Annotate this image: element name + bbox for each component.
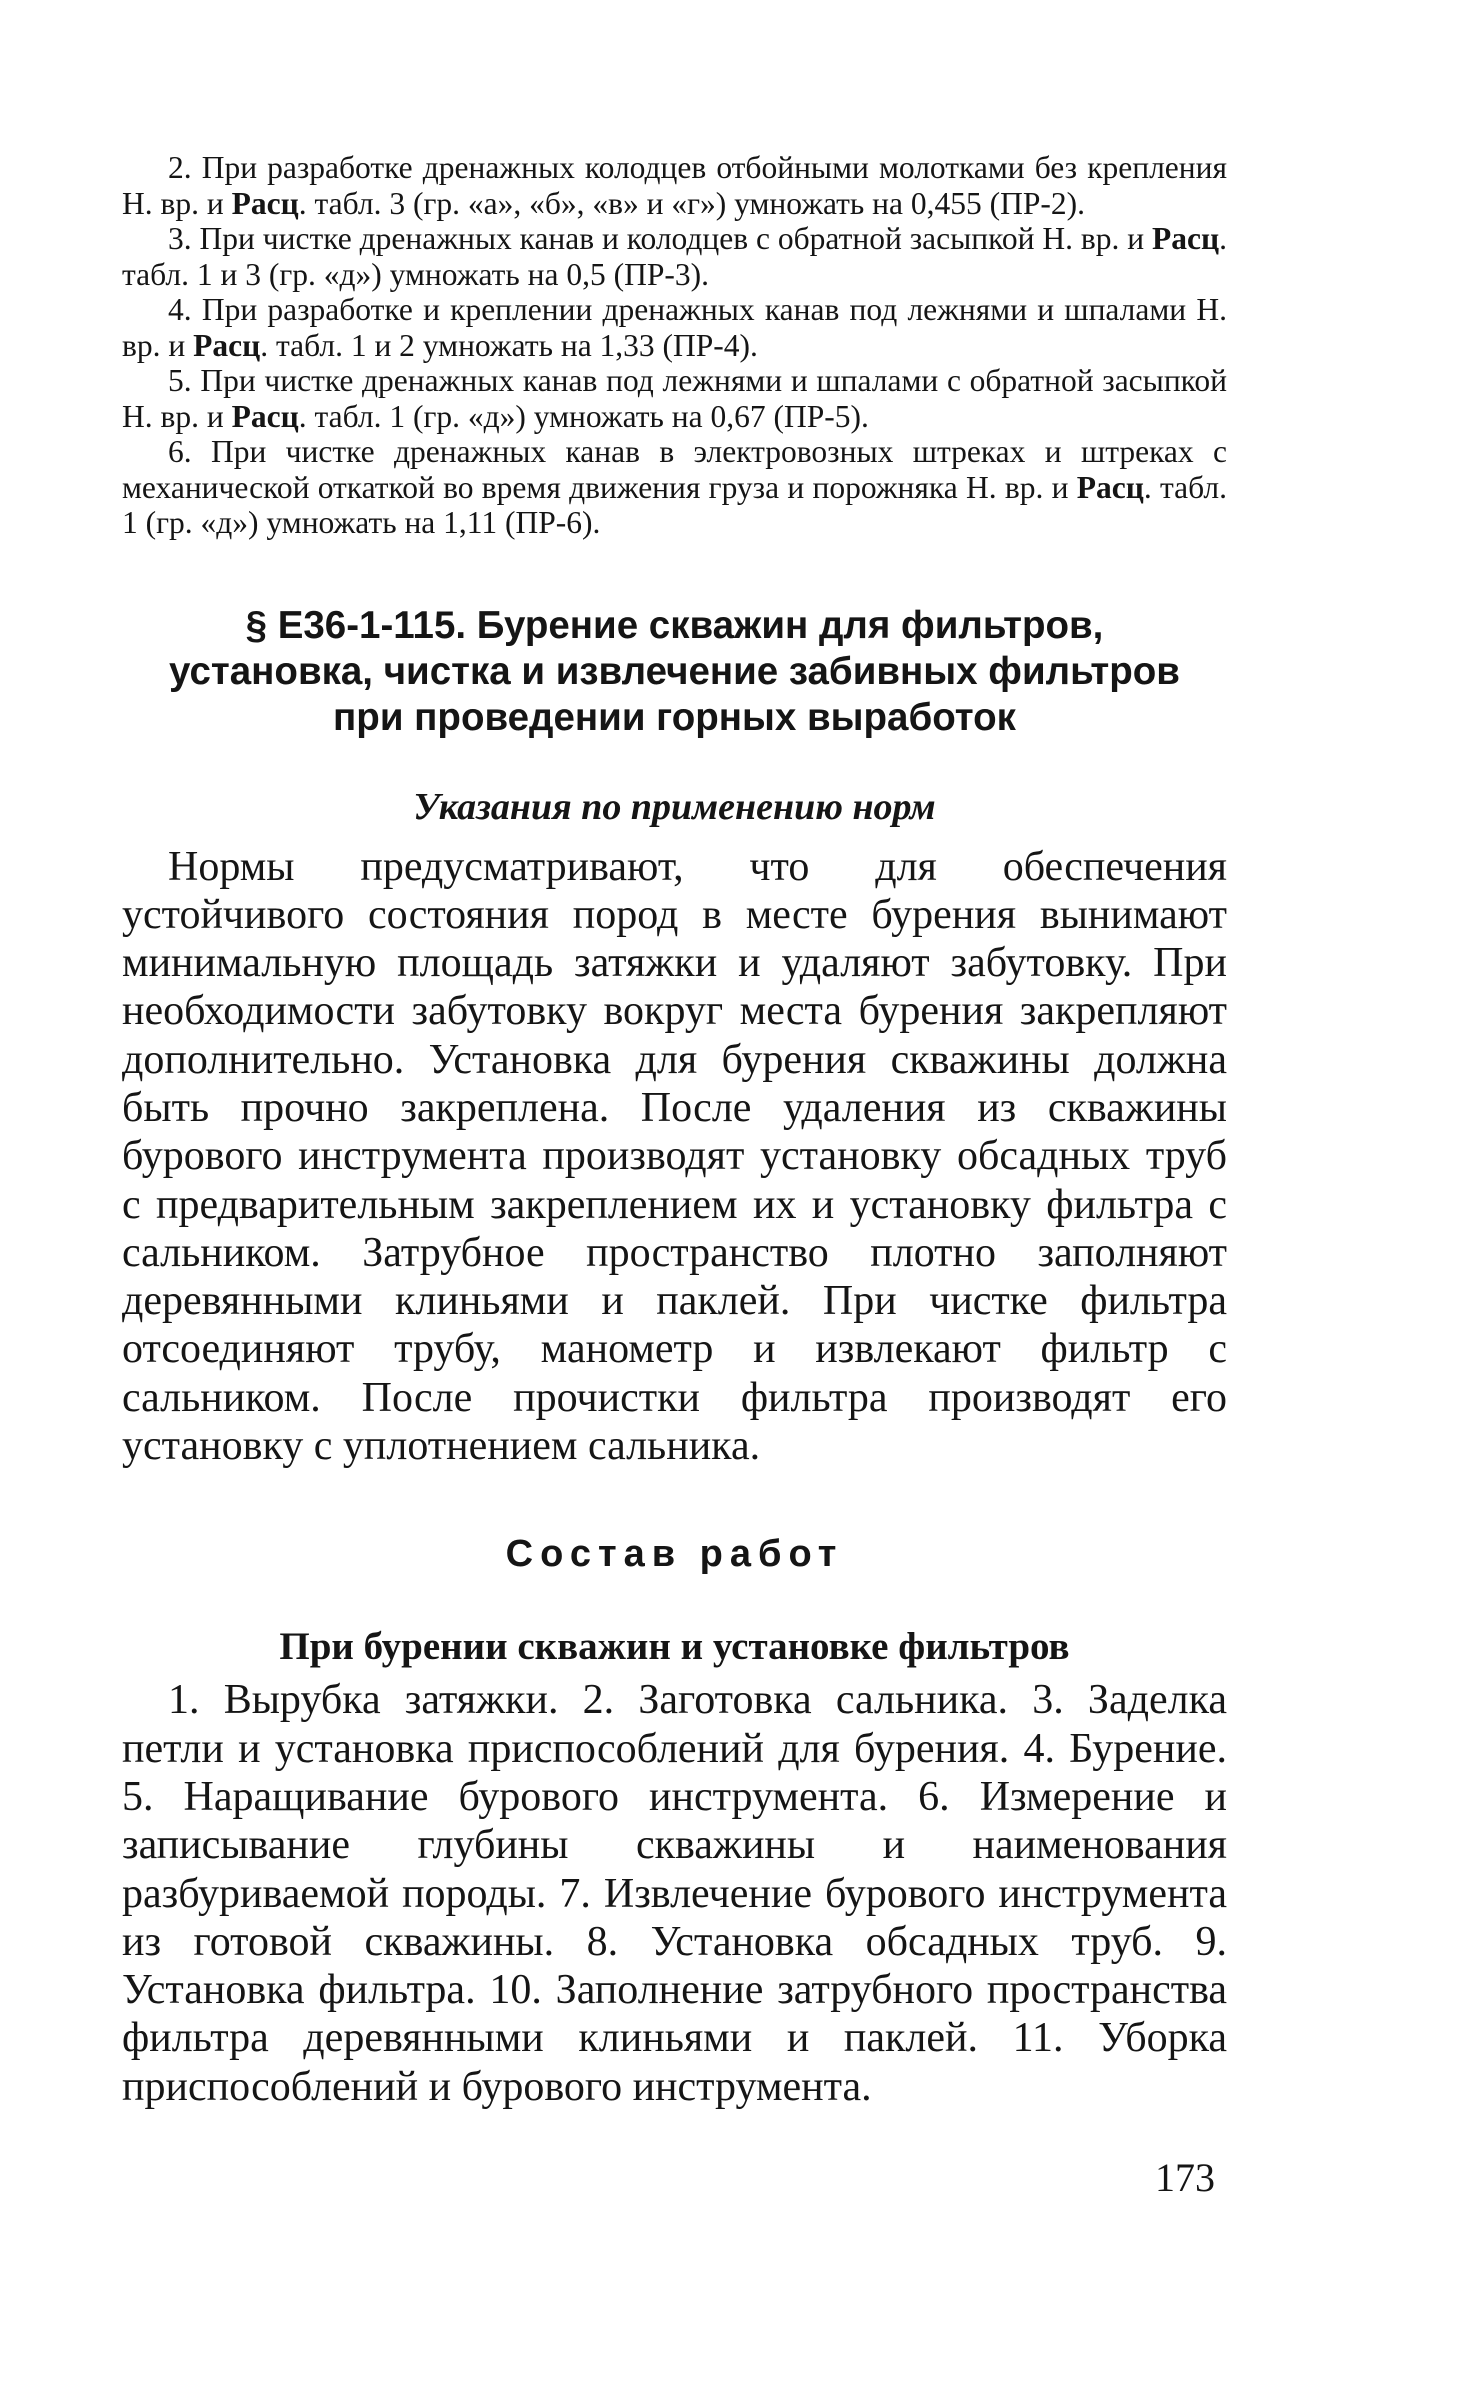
note-bold-term: Расц — [1152, 221, 1220, 256]
note-text: . табл. 3 (гр. «а», «б», «в» и «г») умножать на 0,455 (ПР-2). — [298, 185, 1085, 221]
note-4 — [122, 292, 1227, 363]
work-subheading: При бурении скважин и установке фильтров — [279, 1625, 1070, 1669]
work-steps-paragraph: 1. Вырубка затяжки. 2. Заготовка сальника. 3. Заделка петли и установка приспособлений для бурения. 4. Бурение. 5. Наращивание бурового инструмента. 6. Измерение и записывание глубины скважины и наименования разбуриваемой породы. 7. Извлечение бурового инструмента из готовой скважины. 8. Установка обсадных труб. 9. Установка фильтра. 10. Заполнение затрубного пространства фильтра деревянными клиньями и паклей. 11. Уборка приспособлений и бурового инструмента. — [122, 1677, 1227, 2110]
note-text: 5. При чистке дренажных канав под лежнями и шпалами с обратной засыпкой Н. вр. и — [122, 363, 1227, 434]
note-text: . табл. 1 (гр. «д») умножать на 1,11 (ПР-6). — [122, 469, 1227, 540]
section-heading-line: установка, чистка и извлечение забивных фильтров — [169, 649, 1180, 693]
book-page — [122, 150, 1227, 2111]
note-bold-term: Расц — [193, 327, 261, 363]
note-text: . табл. 1 (гр. «д») умножать на 0,67 (ПР-5). — [298, 398, 869, 434]
guidance-paragraph: Нормы предусматривают, что для обеспечения устойчивого состояния пород в месте бурения вынимают минимальную площадь затяжки и удаляют забутовку. При необходимости забутовку вокруг места бурения закрепляют дополнительно. Установка для бурения скважины должна быть прочно закреплена. После удаления из скважины бурового инструмента производят установку обсадных труб с предварительным закреплением их и установку фильтра с сальником. Затрубное пространство плотно заполняют деревянными клиньями и паклей. При чистке фильтра отсоединяют трубу, манометр и извлекают фильтр с сальником. После прочистки фильтра производят его установку с уплотнением сальника. — [122, 843, 1227, 1470]
guidance-title: Указания по применению норм — [413, 785, 936, 828]
note-3 — [122, 221, 1227, 292]
notes-list — [122, 150, 1227, 541]
section-heading-line: § Е36-1-115. Бурение скважин для фильтров, — [245, 603, 1104, 647]
note-bold-term: Расц — [231, 185, 299, 221]
note-5 — [122, 363, 1227, 434]
note-text: . табл. 1 и 3 (гр. «д») умножать на 0,5 (ПР-3). — [122, 221, 1227, 292]
note-text: 2. При разработке дренажных колодцев отбойными молотками без крепления Н. вр. и — [122, 150, 1227, 221]
page-number: 173 — [1155, 2155, 1215, 2200]
note-text: . табл. 1 и 2 умножать на 1,33 (ПР-4). — [260, 327, 758, 363]
section-heading — [122, 603, 1227, 741]
work-composition-heading: Состав работ — [505, 1533, 844, 1576]
note-6 — [122, 434, 1227, 541]
section-heading-line: при проведении горных выработок — [333, 695, 1016, 739]
note-2 — [122, 150, 1227, 221]
note-text: 4. При разработке и креплении дренажных канав под лежнями и шпалами Н. вр. и — [122, 292, 1227, 363]
note-bold-term: Расц — [1076, 469, 1144, 505]
note-bold-term: Расц — [231, 398, 299, 434]
note-text: 6. При чистке дренажных канав в электровозных штреках и штреках с механической откаткой во время движения груза и порожняка Н. вр. и — [122, 434, 1227, 505]
note-text: 3. При чистке дренажных канав и колодцев с обратной засыпкой Н. вр. и — [168, 221, 1152, 256]
